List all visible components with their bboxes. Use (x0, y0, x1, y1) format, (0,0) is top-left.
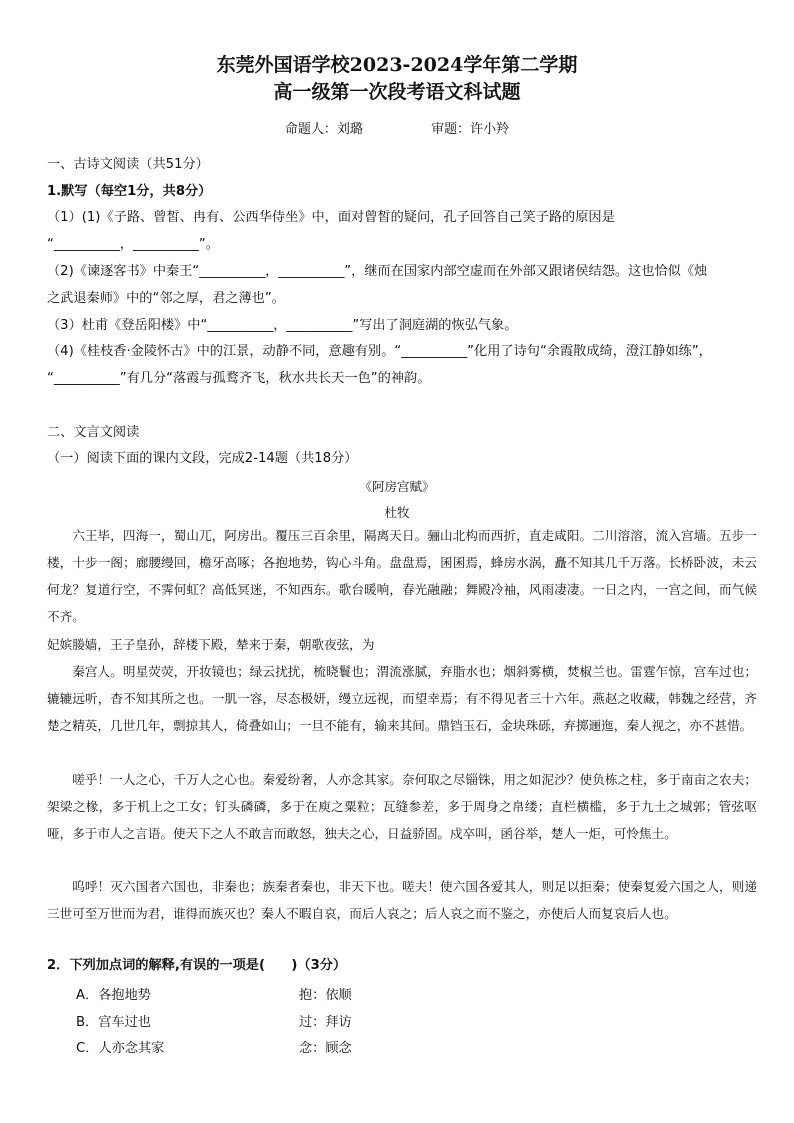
passage-para-4 (47, 873, 757, 927)
passage-para-2 (47, 631, 757, 739)
q2-stem: 2．下列加点词的解释,有误的一项是( )（3分） (47, 958, 347, 973)
passage-para-1 (47, 522, 757, 630)
passage-text: 六王毕，四海一，蜀山兀，阿房出。覆压三百余里，隔离天日。骊山北构而西折，直走咸阳。二川溶溶，流入宫墙。五步一楼，十步一阁；廊腰缦回，檐牙高啄；各抱地势，钩心斗角。盘盘焉，囷囷焉，蜂房水涡，矗不知其几千万落。长桥卧波，未云何龙？复道行空，不霁何虹？高低冥迷，不知西东。歌台暖响，春光融融；舞殿冷袖，风雨凄凄。一日之内，一宫之间，而气候不齐。 (47, 528, 757, 624)
q2-option-a: A．各抱地势 (76, 988, 151, 1003)
q1-line: （4)《桂枝香·金陵怀古》中的江景，动静不同，意趣有别。“__________”化用了诗句“余霞散成绮，澄江静如练”， (47, 344, 712, 359)
exam-title-line2: 高一级第一次段考语文科试题 (273, 81, 521, 103)
q1-line: 之武退秦师》中的“邻之厚，君之薄也”。 (47, 291, 285, 306)
q2-option-c-gloss: 念：顾念 (299, 1041, 352, 1056)
exam-title-line1: 东莞外国语学校2023-2024学年第二学期 (216, 54, 578, 76)
q1-line: “__________，__________”。 (47, 237, 219, 252)
q2-option-a-gloss: 抱：依顺 (299, 988, 352, 1003)
passage-para-3 (47, 766, 757, 847)
section2-heading: 二、文言文阅读 (47, 425, 140, 440)
passage-text: 妃嫔媵嫱，王子皇孙，辞楼下殿，辇来于秦，朝歌夜弦，为 (47, 637, 375, 652)
passage-text: 秦宫人。明星荧荧，开妆镜也；绿云扰扰，梳晓鬟也；渭流涨腻，弃脂水也；烟斜雾横，焚椒兰也。雷霆乍惊，宫车过也；辘辘远听，杳不知其所之也。一肌一容，尽态极妍，缦立远视，而望幸焉；有不得见者三十六年。燕赵之收藏，韩魏之经营，齐楚之精英，几世几年，剽掠其人，倚叠如山；一旦不能有，输来其间。鼎铛玉石，金块珠砾，弃掷逦迤，秦人视之，亦不甚惜。 (47, 664, 757, 733)
section1-heading: 一、古诗文阅读（共51分） (47, 157, 209, 172)
reviewer: 审题：许小羚 (431, 122, 510, 137)
q1-line: （2)《谏逐客书》中秦王“__________，__________”，继而在国家内部空虚而在外部又跟诸侯结怨。这也恰似《烛 (47, 264, 708, 279)
passage-text: 呜呼！灭六国者六国也，非秦也；族秦者秦也，非天下也。嗟夫！使六国各爱其人，则足以拒秦；使秦复爱六国之人，则递三世可至万世而为君，谁得而族灭也？秦人不暇自哀，而后人哀之；后人哀之而不鉴之，亦使后人而复哀后人也。 (47, 879, 757, 921)
question-setter: 命题人：刘璐 (284, 122, 363, 137)
q2-option-b: B．宫车过也 (76, 1015, 151, 1030)
passage-author: 杜牧 (384, 505, 410, 520)
section2-subheading: （一）阅读下面的课内文段，完成2-14题（共18分） (47, 451, 358, 466)
q1-line: “__________”有几分“落霞与孤鹜齐飞，秋水共长天一色”的神韵。 (47, 371, 431, 386)
q2-option-c: C．人亦念其家 (76, 1041, 165, 1056)
passage-text: 嗟乎！一人之心，千万人之心也。秦爱纷奢，人亦念其家。奈何取之尽锱铢，用之如泥沙？使负栋之柱，多于南亩之农夫；架梁之椽，多于机上之工女；钉头磷磷，多于在庾之粟粒；瓦缝参差，多于周身之帛缕；直栏横槛，多于九土之城郭；管弦呕哑，多于市人之言语。使天下之人不敢言而敢怒，独夫之心，日益骄固。戍卒叫，函谷举，楚人一炬，可怜焦土。 (47, 772, 757, 841)
passage-title: 《阿房宫赋》 (359, 479, 435, 494)
author-line (0, 118, 794, 137)
q1-title: 1.默写（每空1分，共8分） (47, 184, 212, 199)
q1-line: （3）杜甫《登岳阳楼》中“__________，__________”写出了洞庭湖的恢弘气象。 (47, 318, 518, 333)
q1-line: （1）(1)《子路、曾皙、冉有、公西华侍坐》中，面对曾皙的疑问，孔子回答自己笑子路的原因是 (47, 210, 615, 225)
q2-option-b-gloss: 过：拜访 (299, 1015, 352, 1030)
